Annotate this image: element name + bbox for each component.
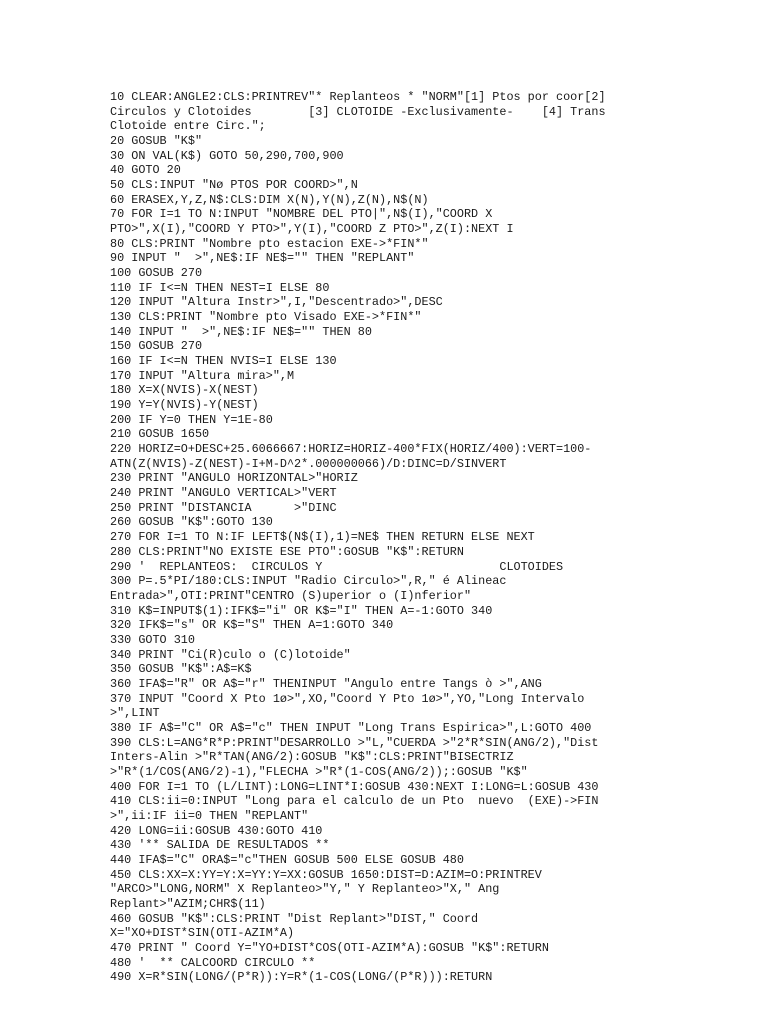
- code-line: 290 ' REPLANTEOS: CIRCULOS Y CLOTOIDES: [110, 559, 564, 574]
- code-line: 180 X=X(NVIS)-X(NEST): [110, 383, 259, 398]
- code-line: 380 IF A$="C" OR A$="c" THEN INPUT "Long Trans Espirica>",L:GOTO 400: [110, 720, 592, 735]
- code-line: >",LINT: [110, 706, 160, 721]
- code-line: 350 GOSUB "K$":A$=K$: [110, 662, 252, 677]
- code-line: 370 INPUT "Coord X Pto 1ø>",XO,"Coord Y Pto 1ø>",YO,"Long Intervalo: [110, 691, 585, 706]
- code-line: 250 PRINT "DISTANCIA >"DINC: [110, 500, 337, 515]
- code-line: 320 IFK$="s" OR K$="S" THEN A=1:GOTO 340: [110, 618, 394, 633]
- code-line: 140 INPUT " >",NE$:IF NE$="" THEN 80: [110, 324, 372, 339]
- code-line: 110 IF I<=N THEN NEST=I ELSE 80: [110, 280, 330, 295]
- code-line: Circulos y Clotoides [3] CLOTOIDE -Exclusivamente- [4] Trans: [110, 104, 606, 119]
- code-line: 120 INPUT "Altura Instr>",I,"Descentrado>",DESC: [110, 295, 443, 310]
- code-line: Inters-Alin >"R*TAN(ANG/2):GOSUB "K$":CLS:PRINT"BISECTRIZ: [110, 750, 514, 765]
- code-line: 90 INPUT " >",NE$:IF NE$="" THEN "REPLANT": [110, 251, 415, 266]
- code-line: X="XO+DIST*SIN(OTI-AZIM*A): [110, 926, 295, 941]
- code-line: 200 IF Y=0 THEN Y=1E-80: [110, 412, 273, 427]
- code-line: 450 CLS:XX=X:YY=Y:X=YY:Y=XX:GOSUB 1650:DIST=D:AZIM=O:PRINTREV: [110, 867, 542, 882]
- code-line: 470 PRINT " Coord Y="YO+DIST*COS(OTI-AZIM*A):GOSUB "K$":RETURN: [110, 940, 549, 955]
- code-line: PTO>",X(I),"COORD Y PTO>",Y(I),"COORD Z PTO>",Z(I):NEXT I: [110, 222, 514, 237]
- code-line: 240 PRINT "ANGULO VERTICAL>"VERT: [110, 486, 337, 501]
- code-line: >"R*(1/COS(ANG/2)-1),"FLECHA >"R*(1-COS(ANG/2));:GOSUB "K$": [110, 764, 528, 779]
- code-line: 220 HORIZ=O+DESC+25.6066667:HORIZ=HORIZ-400*FIX(HORIZ/400):VERT=100-: [110, 442, 592, 457]
- code-line: 40 GOTO 20: [110, 163, 181, 178]
- code-line: ATN(Z(NVIS)-Z(NEST)-I+M-D^2*.000000066)/D:DINC=D/SINVERT: [110, 456, 507, 471]
- basic-program-listing: [110, 90, 655, 985]
- code-line: Clotoide entre Circ.";: [110, 119, 266, 134]
- code-line: >",ii:IF ii=0 THEN "REPLANT": [110, 808, 309, 823]
- code-line: 400 FOR I=1 TO (L/LINT):LONG=LINT*I:GOSUB 430:NEXT I:LONG=L:GOSUB 430: [110, 779, 599, 794]
- code-line: 480 ' ** CALCOORD CIRCULO **: [110, 955, 316, 970]
- code-line: 280 CLS:PRINT"NO EXISTE ESE PTO":GOSUB "K$":RETURN: [110, 544, 464, 559]
- code-line: 80 CLS:PRINT "Nombre pto estacion EXE->*FIN*": [110, 236, 429, 251]
- code-line: 270 FOR I=1 TO N:IF LEFT$(N$(I),1)=NE$ THEN RETURN ELSE NEXT: [110, 530, 535, 545]
- code-line: 130 CLS:PRINT "Nombre pto Visado EXE->*FIN*": [110, 310, 422, 325]
- code-line: 310 K$=INPUT$(1):IFK$="i" OR K$="I" THEN A=-1:GOTO 340: [110, 603, 493, 618]
- code-line: 20 GOSUB "K$": [110, 134, 203, 149]
- code-line: 390 CLS:L=ANG*R*P:PRINT"DESARROLLO >"L,"CUERDA >"2*R*SIN(ANG/2),"Dist: [110, 735, 599, 750]
- code-line: Replant>"AZIM;CHR$(11): [110, 896, 266, 911]
- code-line: 260 GOSUB "K$":GOTO 130: [110, 515, 273, 530]
- code-line: 340 PRINT "Ci(R)culo o (C)lotoide": [110, 647, 351, 662]
- code-line: 420 LONG=ii:GOSUB 430:GOTO 410: [110, 823, 323, 838]
- code-line: 100 GOSUB 270: [110, 266, 203, 281]
- code-line: 440 IFA$="C" ORA$="c"THEN GOSUB 500 ELSE GOSUB 480: [110, 852, 464, 867]
- code-line: 30 ON VAL(K$) GOTO 50,290,700,900: [110, 148, 344, 163]
- code-line: "ARCO>"LONG,NORM" X Replanteo>"Y," Y Replanteo>"X," Ang: [110, 882, 500, 897]
- code-line: 10 CLEAR:ANGLE2:CLS:PRINTREV"* Replanteos * "NORM"[1] Ptos por coor[2]: [110, 90, 606, 104]
- code-line: 300 P=.5*PI/180:CLS:INPUT "Radio Circulo>",R," é Alineac: [110, 574, 507, 589]
- code-line: 160 IF I<=N THEN NVIS=I ELSE 130: [110, 354, 337, 369]
- code-line: 410 CLS:ii=0:INPUT "Long para el calculo de un Pto nuevo (EXE)->FIN: [110, 794, 599, 809]
- code-line: 460 GOSUB "K$":CLS:PRINT "Dist Replant>"DIST," Coord: [110, 911, 479, 926]
- code-line: 50 CLS:INPUT "Nø PTOS POR COORD>",N: [110, 178, 358, 193]
- code-line: 170 INPUT "Altura mira>",M: [110, 368, 295, 383]
- code-line: 360 IFA$="R" OR A$="r" THENINPUT "Angulo entre Tangs ò >",ANG: [110, 676, 542, 691]
- code-line: Entrada>",OTI:PRINT"CENTRO (S)uperior o (I)nferior": [110, 588, 472, 603]
- code-line: 60 ERASEX,Y,Z,N$:CLS:DIM X(N),Y(N),Z(N),N$(N): [110, 192, 429, 207]
- code-line: 330 GOTO 310: [110, 632, 195, 647]
- code-line: 190 Y=Y(NVIS)-Y(NEST): [110, 398, 259, 413]
- code-line: 210 GOSUB 1650: [110, 427, 210, 442]
- code-line: 70 FOR I=1 TO N:INPUT "NOMBRE DEL PTO|",N$(I),"COORD X: [110, 207, 493, 222]
- code-line: 430 '** SALIDA DE RESULTADOS **: [110, 838, 330, 853]
- code-line: 230 PRINT "ANGULO HORIZONTAL>"HORIZ: [110, 471, 358, 486]
- code-line: 150 GOSUB 270: [110, 339, 203, 354]
- code-line: 490 X=R*SIN(LONG/(P*R)):Y=R*(1-COS(LONG/(P*R))):RETURN: [110, 970, 493, 985]
